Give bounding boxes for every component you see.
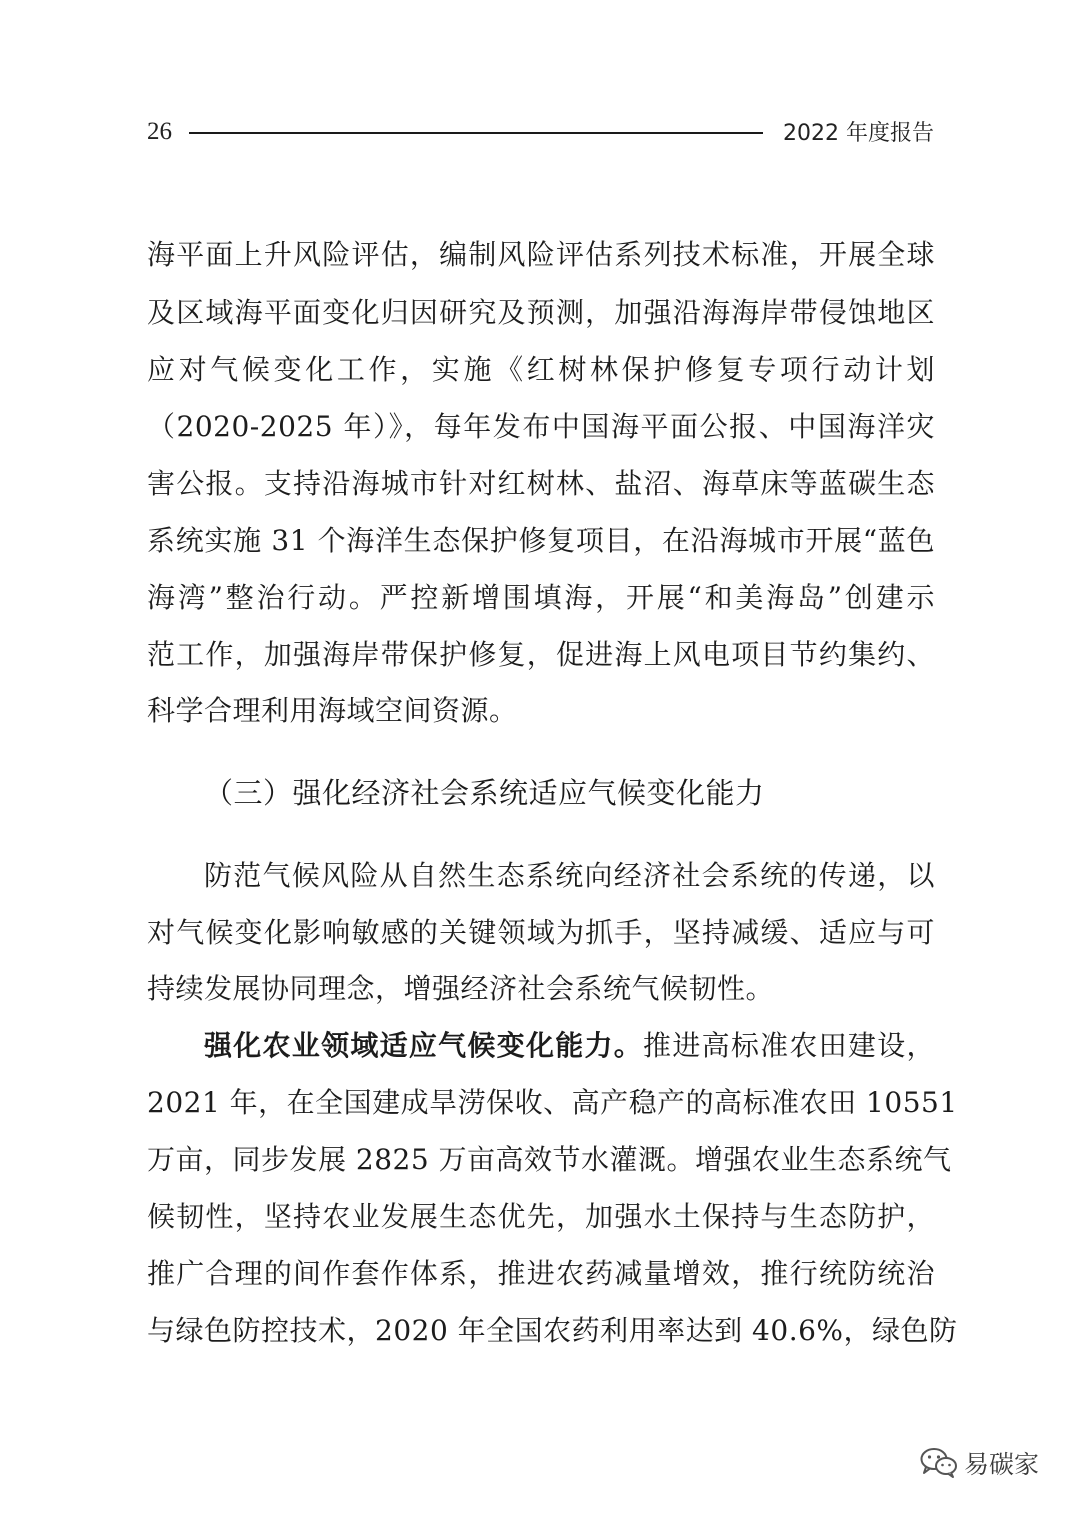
- body-line: 候韧性，坚持农业发展生态优先，加强水土保持与生态防护，: [147, 1200, 935, 1233]
- body-line: 防范气候风险从自然生态系统向经济社会系统的传递，以: [204, 859, 935, 892]
- body-line: 范工作，加强海岸带保护修复，促进海上风电项目节约集约、: [147, 638, 935, 671]
- body-line: 与绿色防控技术，2020 年全国农药利用率达到 40.6%，绿色防: [147, 1314, 958, 1347]
- body-line: （2020-2025 年）》，每年发布中国海平面公报、中国海洋灾: [147, 410, 935, 443]
- watermark-text: 易碳家: [964, 1450, 1040, 1479]
- body-line: 推广合理的间作套作体系，推进农药减量增效，推行统防统治: [147, 1257, 935, 1290]
- section-heading: （三）强化经济社会系统适应气候变化能力: [204, 776, 765, 810]
- body-line: 对气候变化影响敏感的关键领域为抓手，坚持减缓、适应与可: [147, 916, 935, 949]
- body-text: 推进高标准农田建设，: [643, 1029, 935, 1062]
- body-line: 海湾”整治行动。严控新增围填海，开展“和美海岛”创建示: [147, 581, 935, 614]
- bold-lead-phrase: 强化农业领域适应气候变化能力。: [204, 1029, 644, 1062]
- page-number: 26: [147, 118, 172, 145]
- body-line: 科学合理利用海域空间资源。: [147, 694, 518, 727]
- watermark: [920, 1443, 1039, 1483]
- body-line: 持续发展协同理念，增强经济社会系统气候韧性。: [147, 972, 775, 1005]
- body-line: 及区域海平面变化归因研究及预测，加强沿海海岸带侵蚀地区: [147, 296, 935, 329]
- body-line: [204, 1023, 935, 1069]
- body-line: 海平面上升风险评估，编制风险评估系列技术标准，开展全球: [147, 238, 935, 271]
- report-title: 2022 年度报告: [783, 121, 934, 146]
- body-line: 2021 年，在全国建成旱涝保收、高产稳产的高标准农田 10551: [147, 1086, 958, 1119]
- body-line: 应对气候变化工作，实施《红树林保护修复专项行动计划: [147, 353, 935, 386]
- body-line: 万亩，同步发展 2825 万亩高效节水灌溉。增强农业生态系统气: [147, 1143, 952, 1176]
- page-header: [147, 113, 934, 157]
- body-line: 系统实施 31 个海洋生态保护修复项目，在沿海城市开展“蓝色: [147, 524, 935, 557]
- wechat-icon: [920, 1447, 958, 1479]
- header-rule: [189, 132, 763, 134]
- body-line: 害公报。支持沿海城市针对红树林、盐沼、海草床等蓝碳生态: [147, 467, 935, 500]
